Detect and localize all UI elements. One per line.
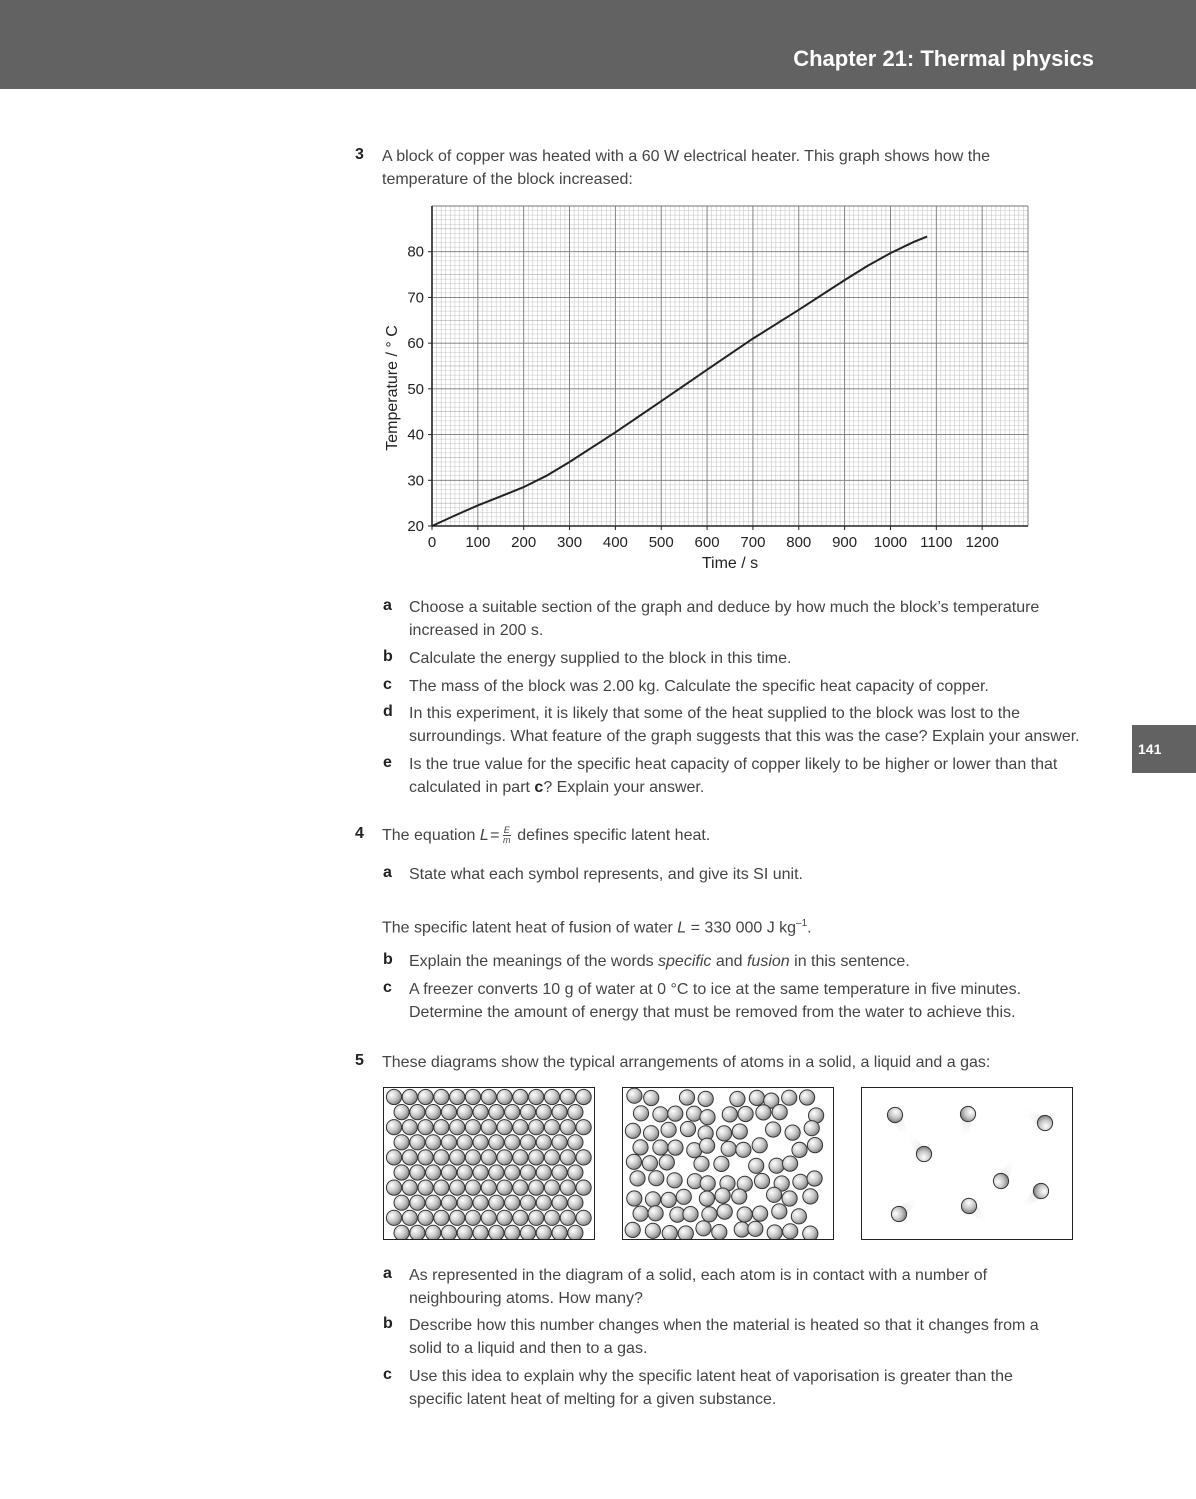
liquid-atom xyxy=(769,1158,784,1173)
gas-atom xyxy=(1019,1103,1056,1133)
liquid-atom xyxy=(702,1207,717,1222)
liquid-atom xyxy=(630,1171,645,1186)
solid-atom xyxy=(465,1180,480,1195)
q3-part-e-line1: Is the true value for the specific heat capacity of copper likely to be higher or lower than that xyxy=(409,756,1058,773)
liquid-atom xyxy=(803,1189,818,1204)
x-tick-label: 0 xyxy=(427,534,437,551)
x-axis-label: Time / s xyxy=(701,555,759,572)
solid-atom xyxy=(457,1165,472,1180)
q4-part-c-line2: Determine the amount of energy that must be removed from the water to achieve this. xyxy=(409,1004,1016,1021)
liquid-atom xyxy=(730,1091,745,1106)
q3-part-c-text xyxy=(409,675,1099,698)
liquid-atom xyxy=(687,1106,702,1121)
y-tick-label: 40 xyxy=(407,426,424,444)
x-tick-label: 300 xyxy=(557,534,583,551)
chapter-header xyxy=(0,0,1196,89)
solid-atom xyxy=(489,1105,504,1120)
q3-part-b-line1: Calculate the energy supplied to the block in this time. xyxy=(409,650,792,667)
liquid-atom xyxy=(737,1207,752,1222)
solid-atom xyxy=(529,1120,544,1135)
solid-atom xyxy=(418,1120,433,1135)
solid-atom xyxy=(434,1210,449,1225)
q5-part-c-text xyxy=(409,1365,1099,1411)
liquid-atom xyxy=(661,1192,676,1207)
q3-part-a-line2: increased in 200 s. xyxy=(409,622,544,639)
question-4-intro: The equation L = $\frac{E}{m}$ defines specific latent heat. xyxy=(382,825,711,846)
question-4-fusion-statement: The specific latent heat of fusion of water L = 330 000 J $kg^{-1}$. xyxy=(382,918,812,937)
liquid-atom xyxy=(732,1189,747,1204)
gas-atom xyxy=(958,1195,994,1228)
gas-atom xyxy=(991,1155,1021,1192)
liquid-atom xyxy=(648,1206,663,1221)
solid-atom xyxy=(544,1120,559,1135)
q5-part-b-text xyxy=(409,1314,1099,1360)
q4-part-b-letter: b xyxy=(383,951,393,968)
liquid-atom xyxy=(649,1171,664,1186)
solid-atom xyxy=(529,1089,544,1104)
liquid-atoms-diagram xyxy=(622,1087,834,1240)
solid-atom xyxy=(560,1120,575,1135)
solid-atom xyxy=(450,1150,465,1165)
liquid-atom xyxy=(698,1091,713,1106)
page-number-tab xyxy=(1132,725,1196,773)
liquid-atom xyxy=(683,1207,698,1222)
liquid-atom xyxy=(734,1222,749,1237)
q3-part-a-text xyxy=(409,596,1099,642)
solid-atom xyxy=(552,1195,567,1210)
q5-part-b-letter: b xyxy=(383,1315,393,1332)
solid-atom xyxy=(497,1180,512,1195)
solid-atom xyxy=(465,1210,480,1225)
solid-atom xyxy=(465,1120,480,1135)
liquid-atom xyxy=(653,1140,668,1155)
solid-atom xyxy=(520,1165,535,1180)
liquid-atom xyxy=(783,1224,798,1239)
liquid-atom xyxy=(680,1121,695,1136)
q4-part-b-text: Explain the meanings of the words specific and fusion in this sentence. xyxy=(409,953,910,970)
solid-atom xyxy=(441,1195,456,1210)
q3-part-c-line1: The mass of the block was 2.00 kg. Calculate the specific heat capacity of copper. xyxy=(409,678,989,695)
solid-atom xyxy=(426,1165,441,1180)
question-5-intro: These diagrams show the typical arrangements of atoms in a solid, a liquid and a gas: xyxy=(382,1054,991,1071)
liquid-atom xyxy=(645,1223,660,1238)
liquid-atom xyxy=(659,1155,674,1170)
q3-part-b-letter: b xyxy=(383,648,393,665)
solid-atom xyxy=(520,1135,535,1150)
liquid-atom xyxy=(792,1142,807,1157)
x-tick-label: 100 xyxy=(465,534,491,551)
solid-atom xyxy=(450,1180,465,1195)
solid-atom xyxy=(552,1225,567,1240)
liquid-atom xyxy=(772,1204,787,1219)
solid-atom xyxy=(505,1165,520,1180)
solid-atom xyxy=(481,1210,496,1225)
liquid-atom xyxy=(783,1156,798,1171)
solid-atom xyxy=(481,1150,496,1165)
q5-part-a-letter: a xyxy=(383,1265,392,1282)
solid-atom xyxy=(418,1210,433,1225)
y-tick-label: 60 xyxy=(407,335,424,353)
solid-atom xyxy=(489,1135,504,1150)
solid-atom xyxy=(560,1180,575,1195)
liquid-atom xyxy=(696,1221,711,1236)
question-5-number: 5 xyxy=(355,1052,364,1069)
liquid-atom xyxy=(626,1154,641,1169)
solid-atom xyxy=(481,1120,496,1135)
liquid-atom xyxy=(752,1138,767,1153)
solid-atom xyxy=(394,1135,409,1150)
liquid-atom xyxy=(700,1176,715,1191)
liquid-atom xyxy=(627,1088,642,1103)
solid-atom xyxy=(457,1225,472,1240)
solid-atom xyxy=(544,1150,559,1165)
solid-atom xyxy=(513,1180,528,1195)
liquid-atom xyxy=(785,1125,800,1140)
q3-part-b-text xyxy=(409,647,1099,670)
solid-atom xyxy=(529,1150,544,1165)
y-tick-label: 20 xyxy=(407,518,424,535)
solid-atom xyxy=(457,1105,472,1120)
x-tick-label: 900 xyxy=(832,534,858,551)
liquid-atom xyxy=(732,1124,747,1139)
solid-atom xyxy=(568,1165,583,1180)
solid-atom xyxy=(465,1089,480,1104)
solid-atom xyxy=(473,1195,488,1210)
solid-atom xyxy=(441,1135,456,1150)
liquid-atom xyxy=(699,1191,714,1206)
solid-atom xyxy=(552,1105,567,1120)
solid-atom xyxy=(536,1195,551,1210)
solid-atom xyxy=(386,1180,401,1195)
solid-atom xyxy=(386,1089,401,1104)
solid-atom xyxy=(505,1195,520,1210)
y-tick-label: 30 xyxy=(407,472,424,490)
solid-atom xyxy=(386,1150,401,1165)
solid-atom xyxy=(544,1210,559,1225)
liquid-atom xyxy=(749,1090,764,1105)
question-3-number: 3 xyxy=(355,146,364,163)
liquid-atom xyxy=(754,1173,769,1188)
solid-atom xyxy=(473,1225,488,1240)
q3-part-d-text xyxy=(409,702,1099,748)
liquid-atom xyxy=(767,1225,782,1240)
solid-atom xyxy=(576,1120,591,1135)
liquid-atom xyxy=(661,1122,676,1137)
solid-atom xyxy=(513,1150,528,1165)
solid-atom xyxy=(418,1150,433,1165)
solid-atom xyxy=(394,1165,409,1180)
liquid-atom xyxy=(644,1126,659,1141)
q3-part-e-line2: calculated in part c? Explain your answer. xyxy=(409,779,705,796)
q5-part-a-line1: As represented in the diagram of a solid, each atom is in contact with a number of xyxy=(409,1267,988,1284)
solid-atom xyxy=(576,1150,591,1165)
q3-part-d-line2: surroundings. What feature of the graph suggests that this was the case? Explain your answer. xyxy=(409,728,1080,745)
q3-part-a-line1: Choose a suitable section of the graph and deduce by how much the block’s temperature xyxy=(409,599,1040,616)
solid-atom xyxy=(410,1165,425,1180)
liquid-atom xyxy=(700,1110,715,1125)
liquid-atom xyxy=(800,1090,815,1105)
solid-atom xyxy=(529,1210,544,1225)
gas-atom xyxy=(888,1191,924,1224)
x-tick-label: 600 xyxy=(694,534,720,551)
q3-part-d-line1: In this experiment, it is likely that some of the heat supplied to the block was lost to the xyxy=(409,705,1020,722)
solid-atom xyxy=(568,1105,583,1120)
x-tick-label: 800 xyxy=(786,534,812,551)
liquid-atom xyxy=(625,1222,640,1237)
solid-atom xyxy=(426,1225,441,1240)
liquid-atom xyxy=(753,1206,768,1221)
liquid-atom xyxy=(644,1090,659,1105)
solid-atom xyxy=(505,1105,520,1120)
liquid-atom xyxy=(722,1107,737,1122)
chapter-title: Chapter 21: Thermal physics xyxy=(793,46,1094,71)
solid-atom xyxy=(418,1180,433,1195)
solid-atom xyxy=(497,1210,512,1225)
liquid-atom xyxy=(633,1206,648,1221)
solid-atom xyxy=(410,1225,425,1240)
solid-atom xyxy=(402,1180,417,1195)
y-tick-label: 70 xyxy=(407,289,424,307)
solid-atom xyxy=(529,1180,544,1195)
solid-atom xyxy=(536,1105,551,1120)
liquid-atom xyxy=(772,1105,787,1120)
solid-atom xyxy=(434,1180,449,1195)
liquid-atom xyxy=(782,1191,797,1206)
x-tick-label: 1000 xyxy=(873,534,908,551)
liquid-atom xyxy=(676,1189,691,1204)
solid-atom xyxy=(576,1210,591,1225)
solid-atom xyxy=(568,1135,583,1150)
gas-atoms-diagram xyxy=(861,1087,1073,1240)
solid-atom xyxy=(410,1135,425,1150)
solid-atom xyxy=(552,1135,567,1150)
liquid-atom xyxy=(700,1138,715,1153)
solid-atom xyxy=(418,1089,433,1104)
q4-part-a-text: State what each symbol represents, and give its SI unit. xyxy=(409,866,803,883)
solid-atom xyxy=(457,1195,472,1210)
solid-atom xyxy=(505,1135,520,1150)
solid-atom xyxy=(560,1089,575,1104)
q4-part-c-text xyxy=(409,978,1099,1024)
liquid-atom xyxy=(793,1174,808,1189)
gas-atom xyxy=(1016,1180,1052,1213)
solid-atom xyxy=(394,1195,409,1210)
liquid-atom xyxy=(668,1140,683,1155)
solid-atom xyxy=(450,1210,465,1225)
liquid-atom xyxy=(736,1142,751,1157)
solid-atom xyxy=(536,1165,551,1180)
q5-part-b-line1: Describe how this number changes when the material is heated so that it changes from a xyxy=(409,1317,1039,1334)
liquid-atom xyxy=(766,1122,781,1137)
liquid-atom xyxy=(717,1126,732,1141)
y-tick-label: 50 xyxy=(407,380,424,398)
question-3-intro-line2: temperature of the block increased: xyxy=(382,171,633,188)
liquid-atom xyxy=(782,1090,797,1105)
solid-atom xyxy=(434,1120,449,1135)
solid-atom xyxy=(489,1225,504,1240)
solid-atom xyxy=(481,1180,496,1195)
liquid-atom xyxy=(767,1187,782,1202)
liquid-atom xyxy=(807,1138,822,1153)
liquid-atom xyxy=(642,1156,657,1171)
liquid-atom xyxy=(738,1106,753,1121)
solid-atom xyxy=(402,1150,417,1165)
q3-part-a-letter: a xyxy=(383,597,392,614)
solid-atom xyxy=(513,1120,528,1135)
solid-atom xyxy=(394,1105,409,1120)
solid-atom xyxy=(473,1135,488,1150)
solid-atom xyxy=(426,1195,441,1210)
solid-atom xyxy=(386,1120,401,1135)
liquid-atom xyxy=(625,1123,640,1138)
solid-atom xyxy=(473,1165,488,1180)
solid-atom xyxy=(520,1195,535,1210)
solid-atom xyxy=(568,1195,583,1210)
solid-atom xyxy=(410,1105,425,1120)
x-tick-label: 500 xyxy=(648,534,674,551)
q5-part-c-line2: specific latent heat of melting for a given substance. xyxy=(409,1391,777,1408)
liquid-atom xyxy=(749,1158,764,1173)
solid-atom xyxy=(497,1089,512,1104)
x-tick-label: 1200 xyxy=(965,534,999,551)
solid-atom xyxy=(450,1120,465,1135)
q3-part-e-text xyxy=(409,753,1099,799)
gas-atom-sphere xyxy=(959,1105,977,1123)
solid-atom xyxy=(410,1195,425,1210)
solid-atom xyxy=(544,1089,559,1104)
q4-part-a-letter: a xyxy=(383,864,392,881)
question-4-number: 4 xyxy=(355,825,364,842)
liquid-atom xyxy=(694,1156,709,1171)
liquid-atom xyxy=(662,1226,677,1241)
solid-atom xyxy=(489,1165,504,1180)
solid-atoms-diagram xyxy=(383,1087,595,1240)
solid-atom xyxy=(394,1225,409,1240)
q5-part-b-line2: solid to a liquid and then to a gas. xyxy=(409,1340,648,1357)
solid-atom xyxy=(402,1210,417,1225)
x-tick-labels xyxy=(428,526,999,551)
solid-atom xyxy=(426,1135,441,1150)
liquid-atom xyxy=(633,1140,648,1155)
question-3-intro-line1: A block of copper was heated with a 60 W electrical heater. This graph shows how the xyxy=(382,148,991,165)
x-tick-label: 700 xyxy=(740,534,766,551)
solid-atom xyxy=(497,1150,512,1165)
liquid-atom xyxy=(721,1141,736,1156)
solid-atom xyxy=(386,1210,401,1225)
liquid-atom xyxy=(653,1107,668,1122)
solid-atom xyxy=(426,1105,441,1120)
liquid-atom xyxy=(679,1090,694,1105)
q5-part-c-line1: Use this idea to explain why the specific latent heat of vaporisation is greater than the xyxy=(409,1368,1013,1385)
solid-atom xyxy=(441,1225,456,1240)
liquid-atom xyxy=(756,1105,771,1120)
graph-grid-minor xyxy=(432,206,1028,526)
liquid-atom xyxy=(678,1226,693,1240)
q5-part-c-letter: c xyxy=(383,1366,392,1383)
y-axis-label: Temperature / ° C xyxy=(384,325,401,451)
x-tick-label: 1100 xyxy=(920,534,953,551)
solid-atom xyxy=(434,1150,449,1165)
solid-atom xyxy=(481,1089,496,1104)
solid-atom xyxy=(489,1195,504,1210)
solid-atom xyxy=(513,1210,528,1225)
solid-atom xyxy=(402,1120,417,1135)
solid-atom xyxy=(497,1120,512,1135)
q4-part-c-letter: c xyxy=(383,979,392,996)
solid-atom xyxy=(434,1089,449,1104)
solid-atom xyxy=(473,1105,488,1120)
solid-atom xyxy=(552,1165,567,1180)
temperature-time-graph xyxy=(378,198,1038,580)
liquid-atom xyxy=(803,1226,818,1240)
liquid-atom xyxy=(748,1221,763,1236)
solid-atom xyxy=(576,1180,591,1195)
liquid-atom xyxy=(645,1192,660,1207)
liquid-atom xyxy=(715,1188,730,1203)
q3-part-d-letter: d xyxy=(383,703,393,720)
solid-atom xyxy=(576,1089,591,1104)
liquid-atom xyxy=(668,1106,683,1121)
equation-fraction: $\frac{E}{m}$ xyxy=(503,825,511,846)
solid-atom xyxy=(505,1225,520,1240)
gas-atom xyxy=(956,1105,977,1141)
liquid-atom xyxy=(791,1209,806,1224)
q4-part-c-line1: A freezer converts 10 g of water at 0 °C to ice at the same temperature in five minutes. xyxy=(409,981,1022,998)
solid-atom xyxy=(441,1105,456,1120)
q3-part-c-letter: c xyxy=(383,676,392,693)
liquid-atom xyxy=(804,1121,819,1136)
liquid-atom xyxy=(717,1204,732,1219)
solid-atom xyxy=(457,1135,472,1150)
solid-atom xyxy=(536,1225,551,1240)
solid-atom xyxy=(560,1150,575,1165)
solid-atom xyxy=(513,1089,528,1104)
solid-atom xyxy=(441,1165,456,1180)
q5-part-a-text xyxy=(409,1264,1099,1310)
liquid-atom xyxy=(633,1106,648,1121)
solid-atom xyxy=(568,1225,583,1240)
solid-atom xyxy=(520,1225,535,1240)
x-tick-label: 400 xyxy=(602,534,628,551)
x-tick-label: 200 xyxy=(511,534,537,551)
solid-atom xyxy=(402,1089,417,1104)
solid-atom xyxy=(536,1135,551,1150)
page-number: 141 xyxy=(1138,741,1162,757)
solid-atom xyxy=(560,1210,575,1225)
y-tick-labels xyxy=(407,244,432,535)
solid-atom xyxy=(544,1180,559,1195)
solid-atom xyxy=(520,1105,535,1120)
q5-part-a-line2: neighbouring atoms. How many? xyxy=(409,1290,643,1307)
y-tick-label: 80 xyxy=(407,243,424,261)
liquid-atom xyxy=(714,1156,729,1171)
solid-atom xyxy=(450,1089,465,1104)
liquid-atom xyxy=(807,1171,822,1186)
solid-atom xyxy=(465,1150,480,1165)
liquid-atom xyxy=(667,1173,682,1188)
q3-part-e-letter: e xyxy=(383,754,392,771)
liquid-atom xyxy=(627,1191,642,1206)
liquid-atom xyxy=(712,1225,727,1240)
